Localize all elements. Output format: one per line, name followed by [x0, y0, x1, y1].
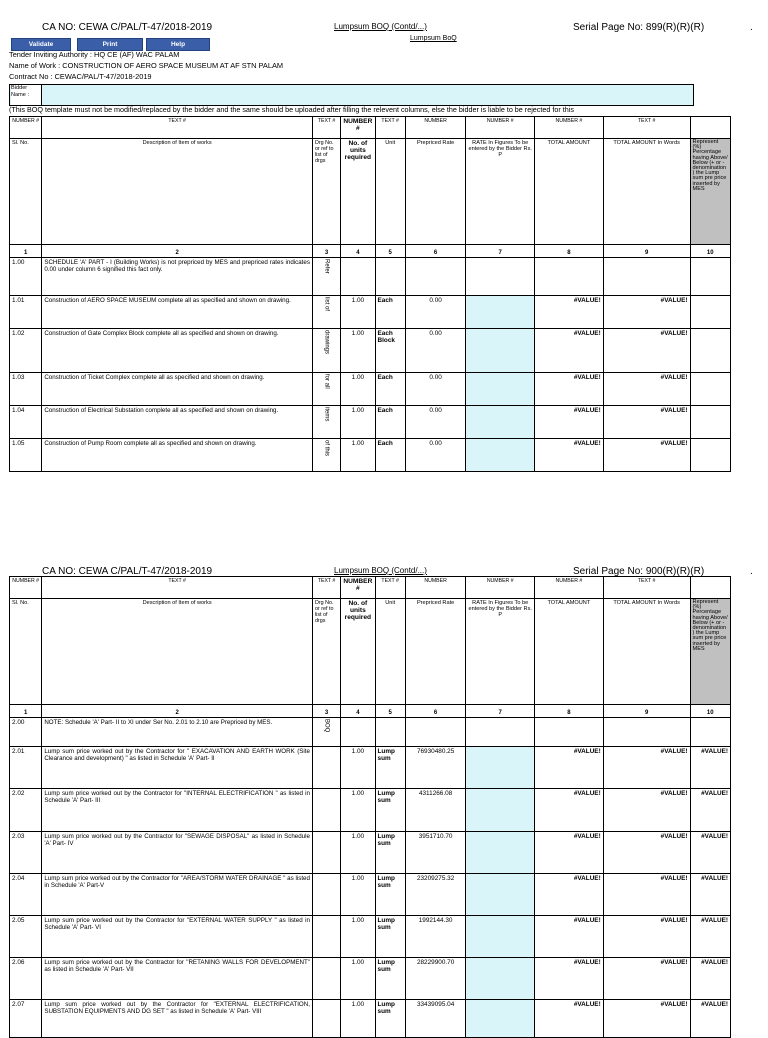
serial-number: 2.07 — [10, 1000, 42, 1038]
serial-number: 1.01 — [10, 296, 42, 329]
validate-button[interactable]: Validate — [11, 38, 71, 51]
total-amount: #VALUE! — [535, 406, 604, 439]
column-number: 7 — [466, 705, 535, 718]
drawing-ref-text: of this — [323, 440, 330, 457]
unit: Each — [375, 296, 405, 329]
percentage: #VALUE! — [690, 789, 730, 832]
drawing-ref — [312, 406, 340, 439]
total-amount: #VALUE! — [535, 296, 604, 329]
table-row — [10, 439, 731, 472]
percentage: #VALUE! — [690, 916, 730, 958]
column-heading: TOTAL AMOUNT — [535, 139, 604, 245]
column-heading: RATE In Figures To be entered by the Bidder Rs. P — [466, 139, 535, 245]
total-amount: #VALUE! — [535, 874, 604, 916]
column-heading: Represent (%) Percentage having Above/ Below (+ or - denomination ) the Lump sum pre price inserted by MES — [690, 599, 730, 705]
table-row — [10, 718, 731, 747]
bidder-rate-input[interactable] — [466, 439, 535, 472]
type-cell: NUMBER # — [535, 117, 604, 139]
column-number: 8 — [535, 245, 604, 258]
unit: Lump sum — [375, 874, 405, 916]
drawing-ref — [312, 789, 340, 832]
total-amount-words: #VALUE! — [603, 958, 690, 1000]
help-button[interactable]: Help — [146, 38, 210, 51]
units-required: 1.00 — [341, 958, 375, 1000]
total-amount: #VALUE! — [535, 439, 604, 472]
ca-number: CA NO: CEWA C/PAL/T-47/2018-2019 — [42, 22, 213, 33]
prepriced-rate — [405, 718, 466, 747]
column-heading: TOTAL AMOUNT — [535, 599, 604, 705]
total-amount-words: #VALUE! — [603, 296, 690, 329]
unit — [375, 718, 405, 747]
serial-number: 1.03 — [10, 373, 42, 406]
unit: Lump sum — [375, 789, 405, 832]
unit: Lump sum — [375, 916, 405, 958]
item-description: Construction of AERO SPACE MUSEUM complete all as specified and shown on drawing. — [42, 296, 313, 329]
drawing-ref — [312, 373, 340, 406]
type-cell: NUMBER # — [466, 577, 535, 599]
serial-number: 1.04 — [10, 406, 42, 439]
units-required — [341, 258, 375, 296]
units-required: 1.00 — [341, 439, 375, 472]
column-number: 4 — [341, 705, 375, 718]
bidder-name-label: Bidder Name : — [11, 85, 42, 105]
drawing-ref — [312, 916, 340, 958]
total-amount-words — [603, 718, 690, 747]
type-cell: NUMBER # — [341, 577, 375, 599]
type-cell: NUMBER — [405, 117, 466, 139]
work-name: Name of Work : CONSTRUCTION OF AERO SPACE MUSEUM AT AF STN PALAM — [9, 61, 284, 70]
item-description: Lump sum price worked out by the Contractor for "EXTERNAL WATER SUPPLY " as listed in Schedule 'A' Part- VI — [42, 916, 313, 958]
bidder-rate-input[interactable] — [466, 832, 535, 874]
unit: Each — [375, 373, 405, 406]
serial-number: 1.02 — [10, 329, 42, 373]
column-heading: RATE In Figures To be entered by the Bidder Rs. P — [466, 599, 535, 705]
total-amount-words: #VALUE! — [603, 789, 690, 832]
column-heading-row — [10, 139, 731, 245]
item-description: Construction of Ticket Complex complete all as specified and shown on drawing. — [42, 373, 313, 406]
table-row — [10, 832, 731, 874]
bidder-rate-input[interactable] — [466, 789, 535, 832]
unit: Lump sum — [375, 747, 405, 789]
units-required: 1.00 — [341, 373, 375, 406]
bidder-rate-input[interactable] — [466, 958, 535, 1000]
column-number: 4 — [341, 245, 375, 258]
column-number: 5 — [375, 705, 405, 718]
column-heading: Description of Item of works — [42, 599, 313, 705]
units-required: 1.00 — [341, 406, 375, 439]
drawing-ref — [312, 718, 340, 747]
serial-number: 2.01 — [10, 747, 42, 789]
total-amount: #VALUE! — [535, 329, 604, 373]
prepriced-rate: 28229900.70 — [405, 958, 466, 1000]
percentage — [690, 373, 730, 406]
serial-number: 2.00 — [10, 718, 42, 747]
total-amount: #VALUE! — [535, 1000, 604, 1038]
bidder-rate-input[interactable] — [466, 916, 535, 958]
table-row — [10, 874, 731, 916]
units-required: 1.00 — [341, 747, 375, 789]
drawing-ref — [312, 832, 340, 874]
column-heading: TOTAL AMOUNT In Words — [603, 139, 690, 245]
drawing-ref-text: items — [323, 407, 330, 422]
column-number: 9 — [603, 245, 690, 258]
total-amount-words: #VALUE! — [603, 1000, 690, 1038]
item-description: Lump sum price worked out by the Contractor for " EXACAVATION AND EARTH WORK (Site Clearance and development) " as listed in Schedule 'A' Part- II — [42, 747, 313, 789]
units-required: 1.00 — [341, 789, 375, 832]
units-required: 1.00 — [341, 1000, 375, 1038]
percentage: #VALUE! — [690, 832, 730, 874]
total-amount-words: #VALUE! — [603, 439, 690, 472]
item-description: Construction of Pump Room complete all as specified and shown on drawing. — [42, 439, 313, 472]
serial-page-number: Serial Page No: 899(R)(R)(R) — [573, 22, 705, 33]
type-cell: NUMBER — [405, 577, 466, 599]
prepriced-rate: 1992144.30 — [405, 916, 466, 958]
prepriced-rate — [405, 258, 466, 296]
drawing-ref — [312, 958, 340, 1000]
percentage — [690, 329, 730, 373]
prepriced-rate: 3951710.70 — [405, 832, 466, 874]
column-heading: Unit — [375, 139, 405, 245]
bidder-name-field[interactable] — [9, 84, 694, 106]
total-amount: #VALUE! — [535, 747, 604, 789]
type-cell — [690, 117, 730, 139]
prepriced-rate: 4311266.08 — [405, 789, 466, 832]
bidder-rate-input[interactable] — [466, 406, 535, 439]
column-heading: Prepriced Rate — [405, 139, 466, 245]
table-row — [10, 373, 731, 406]
column-heading: Drg No. or ref to list of drgs — [312, 139, 340, 245]
drawing-ref — [312, 1000, 340, 1038]
column-number-row — [10, 705, 731, 718]
prepriced-rate: 0.00 — [405, 296, 466, 329]
sub-title: Lumpsum BoQ — [410, 35, 457, 42]
unit: Lump sum — [375, 1000, 405, 1038]
type-cell: NUMBER # — [466, 117, 535, 139]
serial-number: 1.00 — [10, 258, 42, 296]
unit: Lump sum — [375, 832, 405, 874]
drawing-ref — [312, 747, 340, 789]
type-cell: TEXT # — [375, 117, 405, 139]
total-amount: #VALUE! — [535, 832, 604, 874]
total-amount-words: #VALUE! — [603, 747, 690, 789]
type-cell — [690, 577, 730, 599]
total-amount-words: #VALUE! — [603, 406, 690, 439]
total-amount-words: #VALUE! — [603, 832, 690, 874]
type-row — [10, 577, 731, 599]
table-row — [10, 916, 731, 958]
column-heading: Sl. No. — [10, 599, 42, 705]
total-amount-words: #VALUE! — [603, 874, 690, 916]
column-number: 3 — [312, 245, 340, 258]
prepriced-rate: 0.00 — [405, 373, 466, 406]
prepriced-rate: 23209275.32 — [405, 874, 466, 916]
table-row — [10, 258, 731, 296]
serial-page-number-page-2: Serial Page No: 900(R)(R)(R) — [573, 566, 705, 577]
table-row — [10, 296, 731, 329]
type-cell: TEXT # — [603, 117, 690, 139]
print-button[interactable]: Print — [77, 38, 143, 51]
column-heading: No. of units required — [341, 599, 375, 705]
unit: Each Block — [375, 329, 405, 373]
table-row — [10, 958, 731, 1000]
bidder-rate-input[interactable] — [466, 373, 535, 406]
prepriced-rate: 0.00 — [405, 329, 466, 373]
percentage — [690, 718, 730, 747]
item-description: SCHEDULE 'A' PART - I (Building Works) is not prepriced by MES and prepriced rates indicates 0.00 under column 6 signified this fact only. — [42, 258, 313, 296]
column-heading: Represent (%) Percentage having Above/ Below (+ or - denomination ) the Lump sum pre price inserted by MES — [690, 139, 730, 245]
bidder-rate-input[interactable] — [466, 747, 535, 789]
column-number: 10 — [690, 705, 730, 718]
column-number: 3 — [312, 705, 340, 718]
column-number: 10 — [690, 245, 730, 258]
table-row — [10, 789, 731, 832]
column-number: 2 — [42, 245, 313, 258]
bidder-rate-input — [466, 718, 535, 747]
type-cell: TEXT # — [42, 577, 313, 599]
type-cell: NUMBER # — [10, 117, 42, 139]
type-cell: TEXT # — [312, 117, 340, 139]
total-amount: #VALUE! — [535, 958, 604, 1000]
column-number: 9 — [603, 705, 690, 718]
column-heading: No. of units required — [341, 139, 375, 245]
total-amount — [535, 258, 604, 296]
percentage: #VALUE! — [690, 1000, 730, 1038]
item-description: Lump sum price worked out by the Contractor for "AREA/STORM WATER DRAINAGE " as listed in Schedule 'A' Part-V — [42, 874, 313, 916]
contract-number: Contract No : CEWAC/PAL/T-47/2018-2019 — [9, 72, 152, 81]
column-heading: Sl. No. — [10, 139, 42, 245]
item-description: Lump sum price worked out by the Contractor for "RETANING WALLS FOR DEVELOPMENT" as listed in Schedule 'A' Part- VII — [42, 958, 313, 1000]
type-cell: TEXT # — [603, 577, 690, 599]
ca-number-page-2: CA NO: CEWA C/PAL/T-47/2018-2019 — [42, 566, 213, 577]
boq-table-page-1 — [9, 116, 731, 472]
column-number-row — [10, 245, 731, 258]
total-amount: #VALUE! — [535, 916, 604, 958]
drawing-ref-text: drawings — [323, 330, 330, 355]
percentage: #VALUE! — [690, 874, 730, 916]
drawing-ref-text: BOQ — [323, 719, 330, 733]
boq-table-page-2 — [9, 576, 731, 1038]
serial-number: 2.02 — [10, 789, 42, 832]
total-amount-words: #VALUE! — [603, 916, 690, 958]
column-number: 1 — [10, 245, 42, 258]
serial-number: 2.05 — [10, 916, 42, 958]
serial-number: 2.03 — [10, 832, 42, 874]
units-required: 1.00 — [341, 874, 375, 916]
column-number: 6 — [405, 705, 466, 718]
percentage — [690, 406, 730, 439]
column-heading: Prepriced Rate — [405, 599, 466, 705]
percentage — [690, 439, 730, 472]
table-row — [10, 406, 731, 439]
bidder-rate-input[interactable] — [466, 329, 535, 373]
column-heading-row — [10, 599, 731, 705]
drawing-ref-text: for all — [323, 374, 330, 389]
boq-title-page-2: Lumpsum BOQ (Contd/...) — [334, 566, 427, 575]
total-amount-words: #VALUE! — [603, 329, 690, 373]
item-description: Lump sum price worked out by the Contractor for "SEWAGE DISPOSAL" as listed in Schedule 'A' Part- IV — [42, 832, 313, 874]
drawing-ref — [312, 439, 340, 472]
drawing-ref-text: list of — [323, 297, 330, 312]
drawing-ref — [312, 258, 340, 296]
column-number: 5 — [375, 245, 405, 258]
total-amount: #VALUE! — [535, 373, 604, 406]
type-cell: TEXT # — [42, 117, 313, 139]
item-description: Construction of Gate Complex Block complete all as specified and shown on drawing. — [42, 329, 313, 373]
type-cell: NUMBER # — [10, 577, 42, 599]
type-row — [10, 117, 731, 139]
drawing-ref — [312, 296, 340, 329]
type-cell: NUMBER # — [535, 577, 604, 599]
column-heading: Unit — [375, 599, 405, 705]
unit: Each — [375, 406, 405, 439]
table-row — [10, 329, 731, 373]
unit: Lump sum — [375, 958, 405, 1000]
boq-title: Lumpsum BOQ (Contd/...) — [334, 22, 427, 31]
percentage: #VALUE! — [690, 958, 730, 1000]
trailing-dot: . — [750, 22, 753, 33]
units-required: 1.00 — [341, 832, 375, 874]
total-amount-words — [603, 258, 690, 296]
bidder-rate-input — [466, 258, 535, 296]
column-number: 2 — [42, 705, 313, 718]
percentage: #VALUE! — [690, 747, 730, 789]
type-cell: TEXT # — [312, 577, 340, 599]
type-cell: TEXT # — [375, 577, 405, 599]
serial-number: 2.06 — [10, 958, 42, 1000]
template-note: (This BOQ template must not be modified/replaced by the bidder and the same should be uploaded after filling the relevent columns, else the bidder is liable to be rejected for this — [9, 105, 574, 114]
item-description: Lump sum price worked out by the Contractor for "INTERNAL ELECTRIFICATION " as listed in Schedule 'A' Part- III — [42, 789, 313, 832]
column-number: 1 — [10, 705, 42, 718]
prepriced-rate: 0.00 — [405, 439, 466, 472]
units-required: 1.00 — [341, 296, 375, 329]
trailing-dot-page-2: . — [750, 566, 753, 577]
bidder-rate-input[interactable] — [466, 874, 535, 916]
drawing-ref — [312, 329, 340, 373]
unit — [375, 258, 405, 296]
serial-number: 2.04 — [10, 874, 42, 916]
units-required: 1.00 — [341, 329, 375, 373]
tender-authority: Tender Inviting Authority : HQ CE (AF) WAC PALAM — [9, 50, 180, 59]
percentage — [690, 296, 730, 329]
units-required: 1.00 — [341, 916, 375, 958]
column-number: 8 — [535, 705, 604, 718]
item-description: Lump sum price worked out by the Contractor for "EXTERNAL ELECTRIFICATION, SUBSTATION EQUIPMENTS AND DG SET " as listed in Schedule 'A' Part- VIII — [42, 1000, 313, 1038]
table-row — [10, 747, 731, 789]
bidder-rate-input[interactable] — [466, 1000, 535, 1038]
column-number: 7 — [466, 245, 535, 258]
serial-number: 1.05 — [10, 439, 42, 472]
prepriced-rate: 76930480.25 — [405, 747, 466, 789]
drawing-ref — [312, 874, 340, 916]
drawing-ref-text: Refer — [323, 259, 330, 274]
item-description: Construction of Electrical Substation complete all as specified and shown on drawing. — [42, 406, 313, 439]
percentage — [690, 258, 730, 296]
column-heading: Drg No. or ref to list of drgs — [312, 599, 340, 705]
type-cell: NUMBER # — [341, 117, 375, 139]
prepriced-rate: 33439095.04 — [405, 1000, 466, 1038]
units-required — [341, 718, 375, 747]
column-heading: TOTAL AMOUNT In Words — [603, 599, 690, 705]
column-heading: Description of Item of works — [42, 139, 313, 245]
item-description: NOTE: Schedule 'A' Part- II to XI under Ser No. 2.01 to 2.10 are Prepriced by MES. — [42, 718, 313, 747]
table-row — [10, 1000, 731, 1038]
total-amount-words: #VALUE! — [603, 373, 690, 406]
total-amount — [535, 718, 604, 747]
bidder-rate-input[interactable] — [466, 296, 535, 329]
total-amount: #VALUE! — [535, 789, 604, 832]
prepriced-rate: 0.00 — [405, 406, 466, 439]
column-number: 6 — [405, 245, 466, 258]
unit: Each — [375, 439, 405, 472]
